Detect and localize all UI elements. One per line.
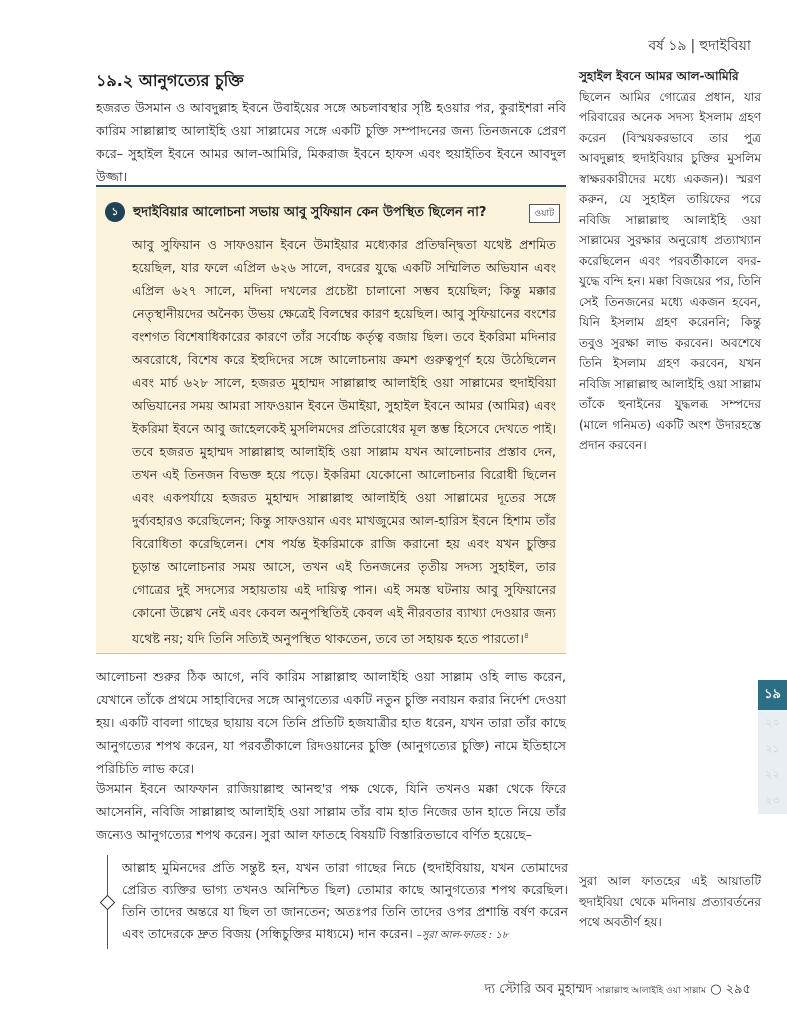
diamond-icon	[100, 895, 116, 911]
header-separator: |	[690, 38, 696, 54]
footer-book-title: দ্য স্টোরি অব মুহাম্মদ	[484, 982, 593, 997]
chapter-tab[interactable]: ২৩	[758, 788, 787, 814]
chapter-tab[interactable]: ২২	[758, 762, 787, 788]
chapter-tab-active[interactable]: ১৯	[758, 680, 787, 710]
footer-honorific: সাল্লাল্লাহু আলাইহি ওয়া সাল্লাম	[596, 986, 707, 996]
chapter-tab[interactable]: ২০	[758, 710, 787, 736]
paragraph-intro: হজরত উসমান ও আবদুল্লাহ ইবনে উবাইয়ের সঙ্গে অচলাবস্থার সৃষ্টি হওয়ার পর, কুরাইশরা নবি কারিম সাল্লাল্লাহু আলাইহি ওয়া সাল্লামের সঙ্গে একটি চুক্তি সম্পাদনের জন্য তিনজনকে প্রেরণ করে– সুহাইল ইবনে আমর আল-আমিরি, মিকরাজ ইবনে হাফস এবং হুয়াইতিব ইবনে আবদুল উজ্জা।	[96, 100, 566, 184]
footnote-marker: ৪	[523, 631, 530, 640]
footer-separator: ○	[710, 982, 722, 997]
page-footer	[485, 980, 751, 1001]
question-number-badge: ১	[105, 202, 125, 222]
sidenote-title: সুহাইল ইবনে আমর আল-আমিরি	[579, 69, 739, 83]
source-tag: ওয়াট	[529, 204, 560, 223]
question-header	[105, 202, 560, 224]
quote-text	[122, 857, 568, 947]
quote-source: –সুরা আল-ফাতহ : ১৮	[416, 930, 509, 941]
paragraph-revelation: আলোচনা শুরুর ঠিক আগে, নবি কারিম সাল্লাল্লাহু আলাইহি ওয়া সাল্লাম ওহি লাভ করেন, যেখানে তাঁকে প্রথমে সাহাবিদের সঙ্গে আনুগত্যের একটি নতুন চুক্তি নবায়ন করার নির্দেশ দেওয়া হয়। একটি বাবলা গাছের ছায়ায় বসে তিনি প্রতিটি হজযাত্রীর হাত ধরেন, যখন তারা তাঁর কাছে আনুগত্যের শপথ করেন, যা পরবর্তীকালে রিদওয়ানের চুক্তি (আনুগত্যের চুক্তি) নামে ইতিহাসে পরিচিতি লাভ করে।	[96, 669, 566, 776]
header-topic: হুদাইবিয়া	[699, 38, 751, 54]
chapter-tabs	[758, 680, 787, 814]
sidenote-suhail	[579, 66, 761, 456]
box-body-text: আবু সুফিয়ান ও সাফওয়ান ইবনে উমাইয়ার মধ্যেকার প্রতিদ্বন্দ্বিতা যথেষ্ট প্রশমিত হয়েছিল, যার ফলে এপ্রিল ৬২৬ সালে, বদরের যুদ্ধে একটি সম্মিলিত অভিযান এবং এপ্রিল ৬২৭ সালে, মদিনা দখলের প্রচেষ্টা চালানো সম্ভব হয়েছিল; কিন্তু মক্কার নেতৃস্থানীয়দের অনৈক্য উভয় ক্ষেত্রেই বিলম্বের কারণ হয়েছিল। আবু সুফিয়ানের বংশের বংশগত বিশেষাধিকারের কারণে তাঁর সর্বোচ্চ কর্তৃত্ব বজায় ছিল। তবে ইকরিমা মদিনার অবরোধে, বিশেষ করে ইহুদিদের সঙ্গে আলোচনায় ক্রমশ গুরুত্বপূর্ণ হয়ে উঠেছিলেন এবং মার্চ ৬২৮ সালে, হজরত মুহাম্মদ সাল্লাল্লাহু আলাইহি ওয়া সাল্লামের হুদাইবিয়া অভিযানের সময় আমরা সাফওয়ান ইবনে উমাইয়া, সুহাইল ইবনে আমর (আমির) এবং ইকরিমা ইবনে আবু জাহেলকেই মুসলিমদের প্রতিরোধের মূল স্তম্ভ হিসেবে দেখতে পাই। তবে হজরত মুহাম্মদ সাল্লাল্লাহু আলাইহি ওয়া সাল্লাম যখন আলোচনার প্রস্তাব দেন, তখন এই তিনজন বিভক্ত হয়ে পড়ে। ইকরিমা যেকোনো আলোচনার বিরোধী ছিলেন এবং একপর্যায়ে হজরত মুহাম্মদ সাল্লাল্লাহু আলাইহি ওয়া সাল্লামের দূতের সঙ্গে দুর্ব্যবহারও করেছিলেন; কিন্তু সাফওয়ান এবং মাখজুমের আল-হারিস ইবনে হিশাম তাঁর বিরোধিতা করেছিলেন। শেষ পর্যন্ত ইকরিমাকে রাজি করানো হয় এবং যখন চুক্তির চূড়ান্ত আলোচনার সময় আসে, তখন এই তিনজনের তৃতীয় সদস্য সুহাইল, তার গোত্রের দুই সদস্যের সহায়তায় এই দায়িত্ব পান। এই সমস্ত ঘটনায় আবু সুফিয়ানের কোনো উল্লেখ নেই এবং কেবল অনুপস্থিতিই কেবল এই নীরবতার ব্যাখ্যা দেওয়ার জন্য যথেষ্ট নয়; যদি তিনি সত্যিই অনুপস্থিত থাকতেন, তবে তা সহায়ক হতে পারতো।	[132, 237, 556, 647]
sidenote-surah: সুরা আল ফাতহের এই আয়াতটি হুদাইবিয়া থেকে মদিনায় প্রত্যাবর্তনের পথে অবতীর্ণ হয়।	[579, 874, 761, 929]
page-number: ২৯৫	[725, 982, 751, 997]
section-title: ১৯.২ আনুগত্যের চুক্তি	[96, 71, 244, 90]
paragraph-uthman: উসমান ইবনে আফফান রাজিয়াল্লাহু আনহু'র পক্ষ থেকে, যিনি তখনও মক্কা থেকে ফিরে আসেননি, নবিজি সাল্লাল্লাহু আলাইহি ওয়া সাল্লাম তাঁর বাম হাত নিজের ডান হাতে নিয়ে তাঁর জন্যেও আনুগত্যের শপথ করেন। সুরা আল ফাতহে বিষয়টি বিস্তারিতভাবে বর্ণিত হয়েছে–	[96, 781, 566, 842]
sidenote-body: ছিলেন আমির গোত্রের প্রধান, যার পরিবারের অনেক সদস্য ইসলাম গ্রহণ করেন (বিস্ময়করভাবে তার পুত্র আবদুল্লাহ হুদাইবিয়ার চুক্তির মুসলিম স্বাক্ষরকারীদের মধ্যে একজন)। স্মরণ করুন, যে সুহাইল তায়িফের পরে নবিজি সাল্লাল্লাহু আলাইহি ওয়া সাল্লামের সুরক্ষার অনুরোধ প্রত্যাখ্যান করেছিলেন এবং পরবর্তীকালে বদর-যুদ্ধে বন্দি হন। মক্কা বিজয়ের পর, তিনি সেই তিনজনের মধ্যে একজন হবেন, যিনি ইসলাম গ্রহণ করেননি; কিন্তু তবুও সুরক্ষা লাভ করবেন। অবশেষে তিনি ইসলাম গ্রহণ করবেন, যখন নবিজি সাল্লাল্লাহু আলাইহি ওয়া সাল্লাম তাঁকে হুনাইনের যুদ্ধলব্ধ সম্পদের (মালে গনিমত) একটি অংশ উদারহস্তে প্রদান করবেন।	[579, 89, 761, 452]
question-box	[96, 187, 566, 654]
running-header	[648, 34, 751, 58]
question-box-body	[132, 233, 556, 650]
quote-body: আল্লাহ মুমিনদের প্রতি সন্তুষ্ট হন, যখন তারা গাছের নিচে (হুদাইবিয়ায়, যখন তোমাদের প্রেরিত ব্যক্তির ভাগ্য তখনও অনিশ্চিত ছিল) তোমার কাছে আনুগত্যের শপথ করেছিল। তিনি তাদের অন্তরে যা ছিল তা জানতেন; অতঃপর তিনি তাদের ওপর প্রশান্তি বর্ষণ করেন এবং তাদেরকে দ্রুত বিজয় (সন্ধিচুক্তির মাধ্যমে) দান করেন।	[122, 860, 568, 941]
header-chapter: বর্ষ ১৯	[648, 38, 687, 54]
chapter-tab[interactable]: ২১	[758, 736, 787, 762]
question-text: হুদাইবিয়ার আলোচনা সভায় আবু সুফিয়ান কেন উপস্থিত ছিলেন না?	[133, 205, 487, 220]
quran-quote	[96, 855, 571, 949]
